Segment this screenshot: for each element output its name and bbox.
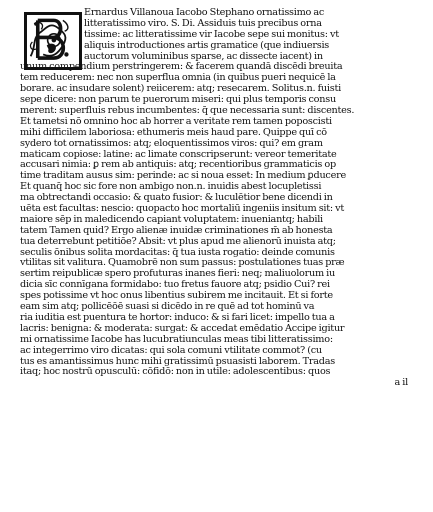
text-line-19: uēta est facultas: nescio: quopacto hoc mortaliū ingeniis insitum sit: vt: [20, 204, 345, 215]
text-line-25: sertim reipublicæ spero profuturas inanes fieri: neq; maliuolorum iu: [20, 269, 336, 280]
text-line-17: Et quanq̄ hoc sic fore non ambigo non.n. inuidis abest locupletissi: [20, 182, 322, 193]
text-line-13: sydero tot ornatissimos: atq; eloquentissimos viros: qui? em gram: [20, 138, 323, 149]
text-line-12: mihi difficilem laboriosa: ethumeris meis haud pare. Quippe quī cō: [20, 127, 327, 138]
text-line-5: auctorum voluminibus sparse, ac dissecte iacent) in: [84, 51, 323, 62]
text-line-2: litteratissimo viro. S. Di. Assiduis tuis precibus orna: [84, 18, 322, 29]
document-body: [20, 8, 432, 389]
text-line-14: maticam copiose: latine: ac limate conscripserunt: vereor temeritate: [20, 149, 337, 160]
text-line-30: lacris: benigna: & moderata: surgat: & accedat emēdatio Accipe igitur: [20, 323, 345, 334]
text-line-4: aliquis introductiones artis gramatice (que indiuersis: [84, 40, 330, 51]
text-line-10: merent: superfluis rebus incumbentes: q̄ que necessaria sunt: discentes.: [20, 106, 355, 117]
text-line-6: unum compendium perstringerem: & facerem quandā discēdi breuita: [20, 62, 343, 73]
text-line-22: tua deterrebunt petitiōe? Absit: vt plus apud me alienorū inuista atq;: [20, 236, 336, 247]
text-line-20: maiore sēp in maledicendo capiant voluptatem: inueniantq; habili: [20, 214, 323, 225]
text-line-1: Ernardus Villanoua Iacobo Stephano ornatissimo ac: [84, 8, 325, 18]
text-line-9: sepe dicere: non parum te puerorum miseri: qui plus temporis consu: [20, 95, 336, 106]
catchword: a il: [394, 378, 408, 389]
text-line-29: ria iuditia est puentura te hortor: induco: & si fari licet: impello tua a: [20, 312, 335, 323]
text-line-11: Et tametsi nō omnino hoc ab horrer a veritate rem tamen poposcisti: [20, 116, 332, 127]
text-line-27: spes potissime vt hoc onus libentius subirem me incitauit. Et si forte: [20, 291, 333, 302]
text-line-33: tus es amantissimus hunc mihi gratissimū psuasisti laborem. Tradas: [20, 356, 335, 367]
text-line-31: mi ornatissime Iacobe has lucubratiunculas meas tibi litteratissimo:: [20, 334, 333, 345]
text-line-18: ma obtrectandi occasio: & quato fusior: & luculētior bene dicendi in: [20, 193, 333, 204]
text-line-28: eam sim atq; pollicēōē suasi si dicēdo in re quē ad tot hominū va: [20, 302, 315, 313]
text-line-16: time traditam ausus sim: perinde: ac si noua esset: In medium ꝑducere: [20, 171, 346, 182]
text-line-26: dicia sīc connīgana formidabo: tuo fretus fauore atq; psidio Cui? rei: [20, 280, 330, 291]
text-line-3: tissime: ac litteratissime vir Iacobe sepe sui monitus: vt: [84, 29, 339, 40]
text-line-24: vtilitas sit valitura. Quamobrē non sum passus: postulationes tuas præ: [20, 258, 345, 269]
text-line-21: tatem Tamen quid? Ergo alienæ inuidæ criminationes m̄ ab honesta: [20, 225, 333, 236]
text-line-23: seculis ōnibus solita mordacitas: q̄ tua iusta rogatio: deinde comunis: [20, 247, 335, 258]
text-line-8: borare. ac insudare solent) reiicerem: atq; resecarem. Solitus.n. fuisti: [20, 84, 341, 95]
text-line-15: accusari nimia: ꝑ rem ab antiquis: atq; recentioribus grammaticis op: [20, 160, 336, 171]
text-line-7: tem reducerem: nec non superflua omnia (in quibus pueri nequicē la: [20, 73, 336, 84]
text-line-32: ac integerrimo viro dicatas: qui sola comuni vtilitate commot? (cu: [20, 345, 322, 356]
text-line-34: itaq; hoc nostrū opusculū: cōfidō: non in utile: adolescentibus: quos: [20, 367, 331, 378]
